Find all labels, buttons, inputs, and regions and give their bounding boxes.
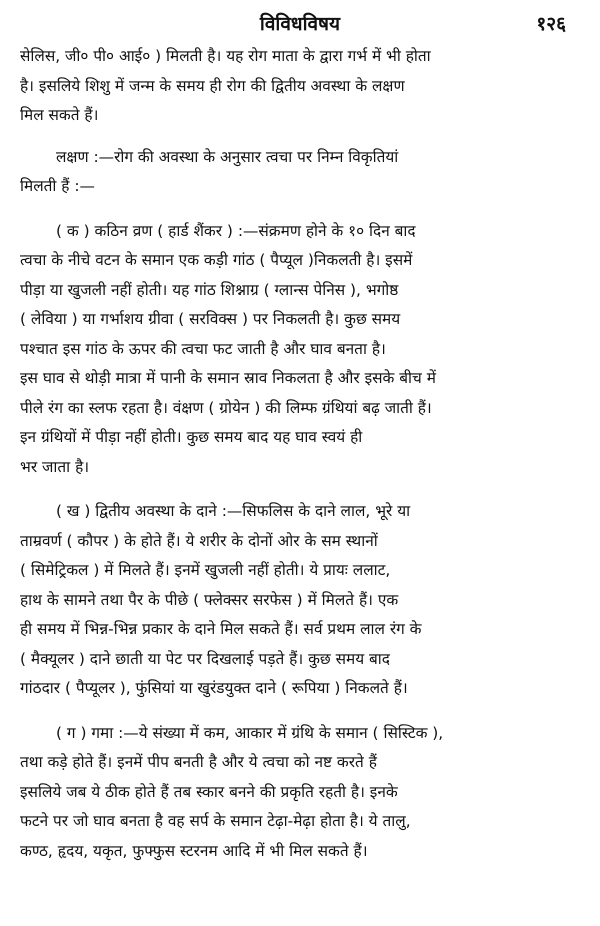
text-line: है। इसलिये शिशु में जन्म के समय ही रोग की द्वितीय अवस्था के लक्षण bbox=[20, 76, 405, 95]
text-line: सेलिस, जी० पी० आई० ) मिलती है। यह रोग माता के द्वारा गर्भ में भी होता bbox=[20, 47, 431, 65]
text-line: हाथ के सामने तथा पैर के पीछे ( फ्लेक्सर सरफेस ) में मिलते हैं। एक bbox=[20, 590, 399, 609]
text-line: भर जाता है। bbox=[20, 457, 90, 476]
running-title: विविधविषय bbox=[259, 13, 341, 35]
text-line: पीड़ा या खुजली नहीं होती। यह गांठ शिश्नाग्र ( ग्लान्स पेनिस ), भगोष्ठ bbox=[20, 280, 399, 299]
text-line: ( सिमेट्रिकल ) में मिलते हैं। इनमें खुजली नहीं होती। ये प्रायः ललाट, bbox=[20, 561, 391, 579]
text-line: ( मैक्यूलर ) दाने छाती या पेट पर दिखलाई पड़ते हैं। कुछ समय बाद bbox=[20, 649, 390, 668]
text-line: ( लेविया ) या गर्भाशय ग्रीवा ( सरविक्स ) पर निकलती है। कुछ समय bbox=[20, 310, 401, 328]
text-line: फटने पर जो घाव बनता है वह सर्प के समान टेढ़ा-मेढ़ा होता है। ये तालु, bbox=[20, 812, 411, 830]
text-line: पीले रंग का स्लफ रहता है। वंक्षण ( ग्रोयेन ) की लिम्फ ग्रंथियां बढ़ जाती हैं। bbox=[20, 398, 432, 417]
text-line: पश्चात इस गांठ के ऊपर की त्वचा फट जाती है और घाव बनता है। bbox=[20, 339, 386, 358]
paragraph-hard-chancre bbox=[20, 217, 580, 483]
text-line: ( ग ) गमा :—ये संख्या में कम, आकार में ग्रंथि के समान ( सिस्टिक ), bbox=[56, 723, 444, 742]
text-line: मिल सकते हैं। bbox=[20, 106, 99, 124]
text-line: ( ख ) द्वितीय अवस्था के दाने :—सिफलिस के दाने लाल, भूरे या bbox=[56, 502, 411, 520]
paragraph-gumma bbox=[20, 719, 580, 867]
text-line: लक्षण :—रोग की अवस्था के अनुसार त्वचा पर निम्न विकृतियां bbox=[56, 147, 399, 166]
page-header bbox=[20, 8, 580, 42]
text-line: ताम्रवर्ण ( कौपर ) के होते हैं। ये शरीर के दोनों ओर के सम स्थानों bbox=[20, 531, 378, 550]
text-line: कण्ठ, हृदय, यकृत, फुफ्फुस स्टरनम आदि में भी मिल सकते हैं। bbox=[20, 841, 368, 860]
text-line: ( क ) कठिन व्रण ( हार्ड शैंकर ) :—संक्रमण होने के १० दिन बाद bbox=[56, 221, 416, 240]
text-line: इन ग्रंथियों में पीड़ा नहीं होती। कुछ समय बाद यह घाव स्वयं ही bbox=[20, 428, 363, 446]
paragraph-symptoms bbox=[20, 143, 580, 202]
text-line: त्वचा के नीचे वटन के समान एक कड़ी गांठ ( पैप्यूल )निकलती है। इसमें bbox=[20, 251, 413, 269]
text-line: गांठदार ( पैप्यूलर ), फुंसियां या खुरंडयुक्त दाने ( रूपिया ) निकलते हैं। bbox=[20, 679, 408, 697]
paragraph-intro bbox=[20, 42, 580, 131]
text-line: ही समय में भिन्न-भिन्न प्रकार के दाने मिल सकते हैं। सर्व प्रथम लाल रंग के bbox=[20, 620, 422, 638]
page-number: १२६ bbox=[536, 13, 566, 35]
paragraph-secondary-rash bbox=[20, 497, 580, 704]
text-line: तथा कड़े होते हैं। इनमें पीप बनती है और ये त्वचा को नष्ट करते हैं bbox=[20, 753, 377, 771]
text-line: मिलती हैं :— bbox=[20, 177, 95, 195]
text-line: इसलिये जब ये ठीक होते हैं तब स्कार बनने की प्रकृति रहती है। इनके bbox=[20, 782, 398, 801]
text-line: इस घाव से थोड़ी मात्रा में पानी के समान स्राव निकलता है और इसके बीच में bbox=[20, 369, 436, 387]
